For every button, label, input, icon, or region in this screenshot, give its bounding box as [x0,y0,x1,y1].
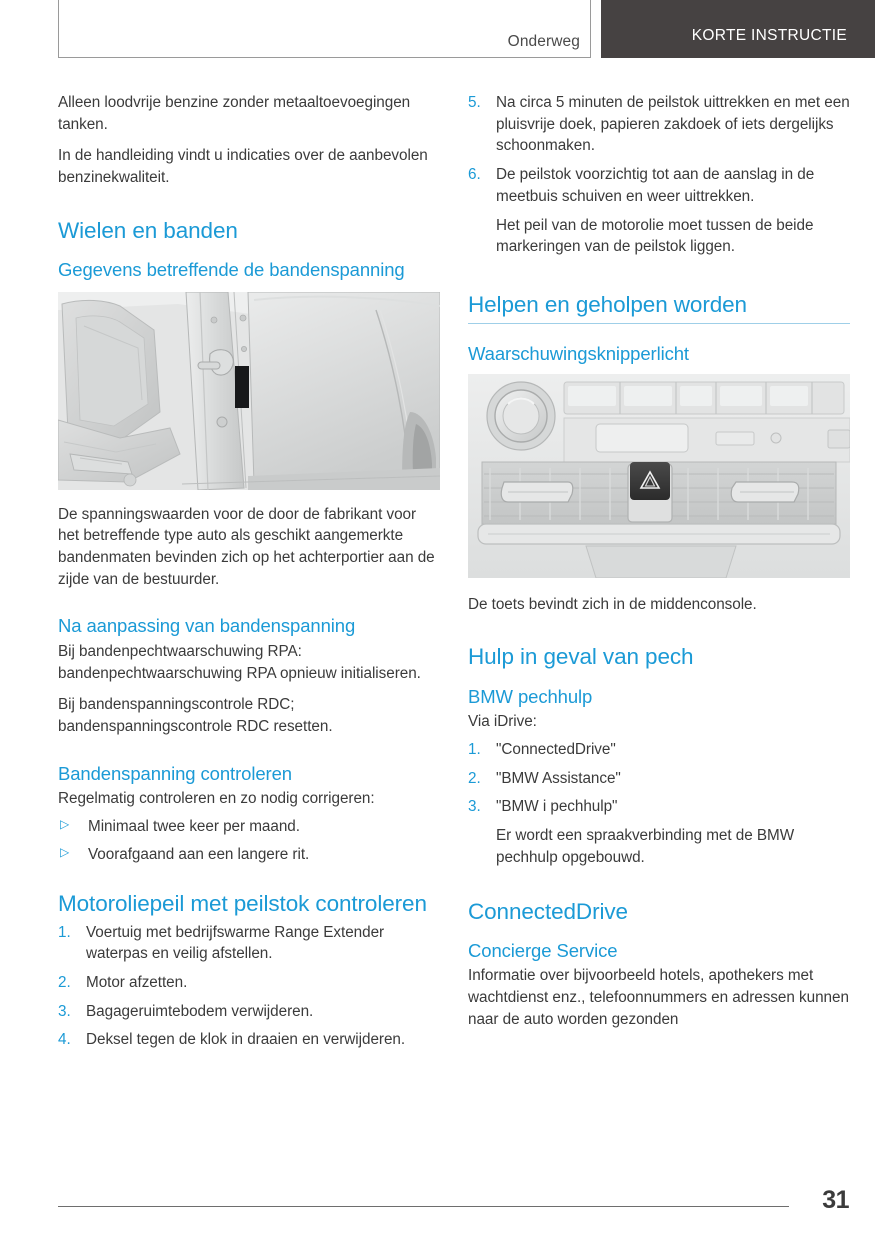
paragraph-concierge-text: Informatie over bijvoorbeeld hotels, apothekers met wachtdienst enz., telefoonnummers en adressen kunnen naar de auto worden gezonden [468,967,849,1028]
step-number: 1. [468,740,481,758]
triangle-bullet-icon: ▷ [60,845,70,860]
caption-toets-middenconsole: De toets bevindt zich in de middenconsole. [468,595,757,613]
paragraph-fuel-unleaded: Alleen loodvrije benzine zonder metaaltoevoegingen tanken. [58,94,411,133]
heading-connecteddrive: ConnectedDrive [468,898,628,924]
list-item-label: Minimaal twee keer per maand. [88,817,300,835]
list-motoroliepeil-steps [58,922,440,1052]
paragraph-regelmatig-controleren: Regelmatig controleren en zo nodig corrigeren: [58,789,375,807]
list-item [468,796,850,818]
heading-concierge-service: Concierge Service [468,939,618,961]
paragraph-rdc: Bij bandenspanningscontrole RDC; bandenspanningscontrole RDC resetten. [58,696,333,735]
step-note-text: Het peil van de motorolie moet tussen de beide markeringen van de peilstok liggen. [496,216,814,256]
list-item [468,164,850,207]
list-item-label: Voorafgaand aan een langere rit. [88,846,310,864]
step-number: 1. [58,923,71,941]
list-item [58,1029,440,1051]
step-text: Motor afzetten. [86,973,188,991]
heading-na-aanpassing: Na aanpassing van bandenspanning [58,615,356,637]
step-number: 5. [468,94,481,111]
header-chapter-tab [601,0,875,58]
console-illustration [468,374,850,578]
list-item [468,768,850,790]
list-controleren-bullets [58,816,440,866]
step-text: Deksel tegen de klok in draaien en verwijderen. [86,1031,406,1049]
figure-door-tyre-label [58,292,440,490]
list-item [58,816,440,838]
heading-wielen-en-banden: Wielen en banden [58,217,238,243]
step-number: 4. [58,1031,71,1049]
heading-hulp-in-geval-van-pech: Hulp in geval van pech [468,644,694,670]
footer-divider [58,1206,789,1207]
paragraph-fuel-quality: In de handleiding vindt u indicaties over de aanbevolen benzinekwaliteit. [58,147,428,187]
right-column [468,92,850,1040]
step-text: Bagageruimtebodem verwijderen. [86,1002,314,1020]
header-chapter-label: KORTE INSTRUCTIE [691,27,847,44]
list-item [58,972,440,994]
header-section-label: Onderweg [507,33,580,50]
step-text: "ConnectedDrive" [496,740,616,758]
list-item-note [468,215,850,258]
heading-motoroliepeil: Motoroliepeil met peilstok controleren [58,891,427,917]
header-section-box [58,0,591,58]
list-motoroliepeil-steps-continued [468,92,850,258]
step-note-text: Er wordt een spraakverbinding met de BMW pechhulp opgebouwd. [496,827,795,866]
paragraph-rpa: Bij bandenpechtwaarschuwing RPA: bandenpechtwaarschuwing RPA opnieuw initialiseren. [58,642,421,682]
list-item [58,1001,440,1023]
heading-bmw-pechhulp: BMW pechhulp [468,685,593,707]
list-idrive-steps [468,739,850,869]
heading-helpen-en-geholpen-worden: Helpen en geholpen worden [468,291,850,324]
step-number: 6. [468,166,481,184]
door-illustration [58,292,440,490]
step-number-placeholder [468,215,496,258]
step-text: "BMW Assistance" [496,769,621,787]
figure-centre-console [468,374,850,578]
step-text: Na circa 5 minuten de peilstok uittrekken en met een pluisvrije doek, papieren zakdoek of iets dergelijks schoonmaken. [496,94,850,155]
paragraph-via-idrive: Via iDrive: [468,713,537,731]
page-header [0,0,875,60]
heading-waarschuwingsknipperlicht: Waarschuwingsknipperlicht [468,343,689,365]
step-number: 2. [58,973,71,991]
triangle-bullet-icon: ▷ [60,816,70,831]
step-text: "BMW i pechhulp" [496,798,618,816]
footer-ghost-text [250,1212,670,1226]
page-number: 31 [822,1186,849,1214]
heading-gegevens-bandenspanning: Gegevens betreffende de bandenspanning [58,259,405,281]
list-item [468,739,850,761]
step-number: 3. [468,798,481,816]
step-number: 2. [468,769,481,787]
step-text: Voertuig met bedrijfswarme Range Extender waterpas en veilig afstellen. [86,923,385,963]
list-item-note [468,825,850,868]
caption-spanningswaarden: De spanningswaarden voor de door de fabrikant voor het betreffende type auto als geschikt aangemerkte bandenmaten bevinden zich op het achterportier aan de zijde van de bestuurder. [58,505,435,588]
left-column [58,92,440,1053]
step-number-placeholder [468,825,496,868]
list-item [58,922,440,965]
heading-bandenspanning-controleren: Bandenspanning controleren [58,762,292,784]
step-number: 3. [58,1002,71,1020]
step-text: De peilstok voorzichtig tot aan de aanslag in de meetbuis schuiven en weer uittrekken. [496,166,815,205]
list-item [468,92,850,157]
list-item [58,844,440,866]
